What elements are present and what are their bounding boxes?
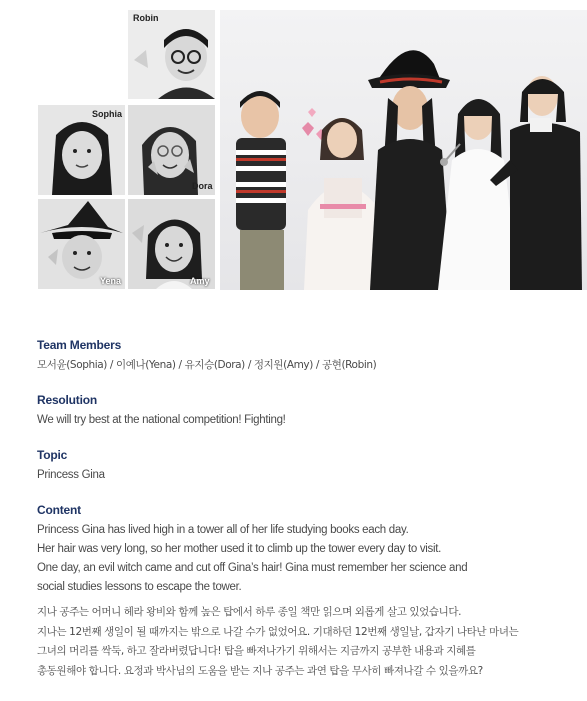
child-witch — [368, 50, 452, 290]
portrait-amy — [128, 199, 215, 289]
portrait-robin — [128, 10, 215, 99]
group-photo — [220, 10, 587, 290]
portrait-robin-image — [128, 10, 215, 99]
portrait-dora — [128, 105, 215, 195]
portrait-label-sophia: Sophia — [92, 109, 123, 119]
topic-text: Princess Gina — [37, 469, 105, 481]
content-english-line: social studies lessons to escape the tower. — [37, 581, 242, 593]
resolution-heading: Resolution — [37, 393, 97, 407]
content-english-line: Her hair was very long, so her mother used it to climb up the tower every day to visit. — [37, 543, 442, 555]
portrait-label-robin: Robin — [133, 13, 159, 23]
portrait-yena — [38, 199, 125, 289]
section-team-members — [37, 338, 557, 376]
content-korean-line: 그녀의 머리를 싹둑, 하고 잘라버렸답니다! 탑을 빠져나가기 위해서는 지금까지 공부한 내용과 지혜를 — [37, 645, 476, 657]
portrait-label-dora: Dora — [192, 181, 213, 191]
content-korean-line: 총동원해야 합니다. 요정과 박사님의 도움을 받는 지나 공주는 과연 탑을 무사히 빠져나갈 수 있을까요? — [37, 664, 483, 677]
section-topic — [37, 448, 557, 485]
content-korean-line: 지나는 12번째 생일이 될 때까지는 밖으로 나갈 수가 없었어요. 기대하던 12번째 생일날, 갑자기 나타난 마녀는 — [37, 625, 519, 638]
portrait-label-yena: Yena — [100, 276, 122, 286]
portrait-sophia — [38, 105, 125, 195]
group-photo-image — [220, 10, 587, 290]
section-content — [37, 503, 557, 681]
topic-heading: Topic — [37, 448, 68, 462]
resolution-text: We will try best at the national competition! Fighting! — [37, 414, 286, 426]
content-korean-line: 지나 공주는 어머니 헤라 왕비와 함께 높은 탑에서 하루 종일 책만 읽으며 외롭게 살고 있었습니다. — [37, 606, 462, 618]
content-heading: Content — [37, 503, 81, 517]
team-members-text: 모서윤(Sophia) / 이예나(Yena) / 유지승(Dora) / 정지원(Amy) / 공현(Robin) — [37, 359, 377, 371]
portrait-label-amy: Amy — [190, 276, 210, 286]
section-resolution — [37, 393, 557, 430]
content-english-line: Princess Gina has lived high in a tower all of her life studying books each day. — [37, 524, 409, 536]
content-english-line: One day, an evil witch came and cut off Gina’s hair! Gina must remember her science and — [37, 562, 468, 574]
team-members-heading: Team Members — [37, 338, 122, 352]
child-boy — [236, 91, 286, 290]
